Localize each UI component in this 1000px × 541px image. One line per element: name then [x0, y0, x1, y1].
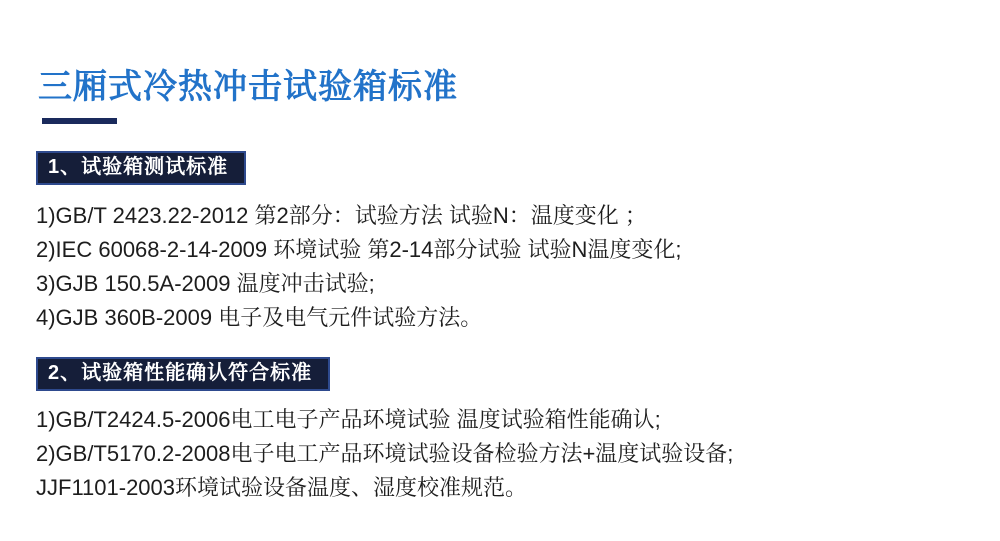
standards-list — [36, 403, 970, 505]
standard-item: JJF1101-2003环境试验设备温度、湿度校准规范。 — [36, 475, 528, 500]
page-title: 三厢式冷热冲击试验箱标准 — [38, 68, 458, 106]
standards-list — [36, 199, 970, 335]
standard-item: 1)GB/T2424.5-2006电工电子产品环境试验 温度试验箱性能确认; — [36, 407, 661, 432]
standard-item: 2)GB/T5170.2-2008电子电工产品环境试验设备检验方法+温度试验设备; — [36, 441, 734, 466]
standard-item: 4)GJB 360B-2009 电子及电气元件试验方法。 — [36, 305, 483, 330]
section-heading-performance-standards: 2、试验箱性能确认符合标准 — [36, 357, 330, 391]
section-performance-standards — [36, 357, 970, 505]
section-heading-test-standards: 1、试验箱测试标准 — [36, 151, 246, 185]
standard-item: 3)GJB 150.5A-2009 温度冲击试验; — [36, 271, 375, 296]
standard-item: 1)GB/T 2423.22-2012 第2部分：试验方法 试验N：温度变化 ； — [36, 203, 647, 228]
section-test-standards — [36, 151, 970, 335]
standard-item: 2)IEC 60068-2-14-2009 环境试验 第2-14部分试验 试验N温度变化; — [36, 237, 682, 262]
title-underline — [42, 118, 117, 124]
